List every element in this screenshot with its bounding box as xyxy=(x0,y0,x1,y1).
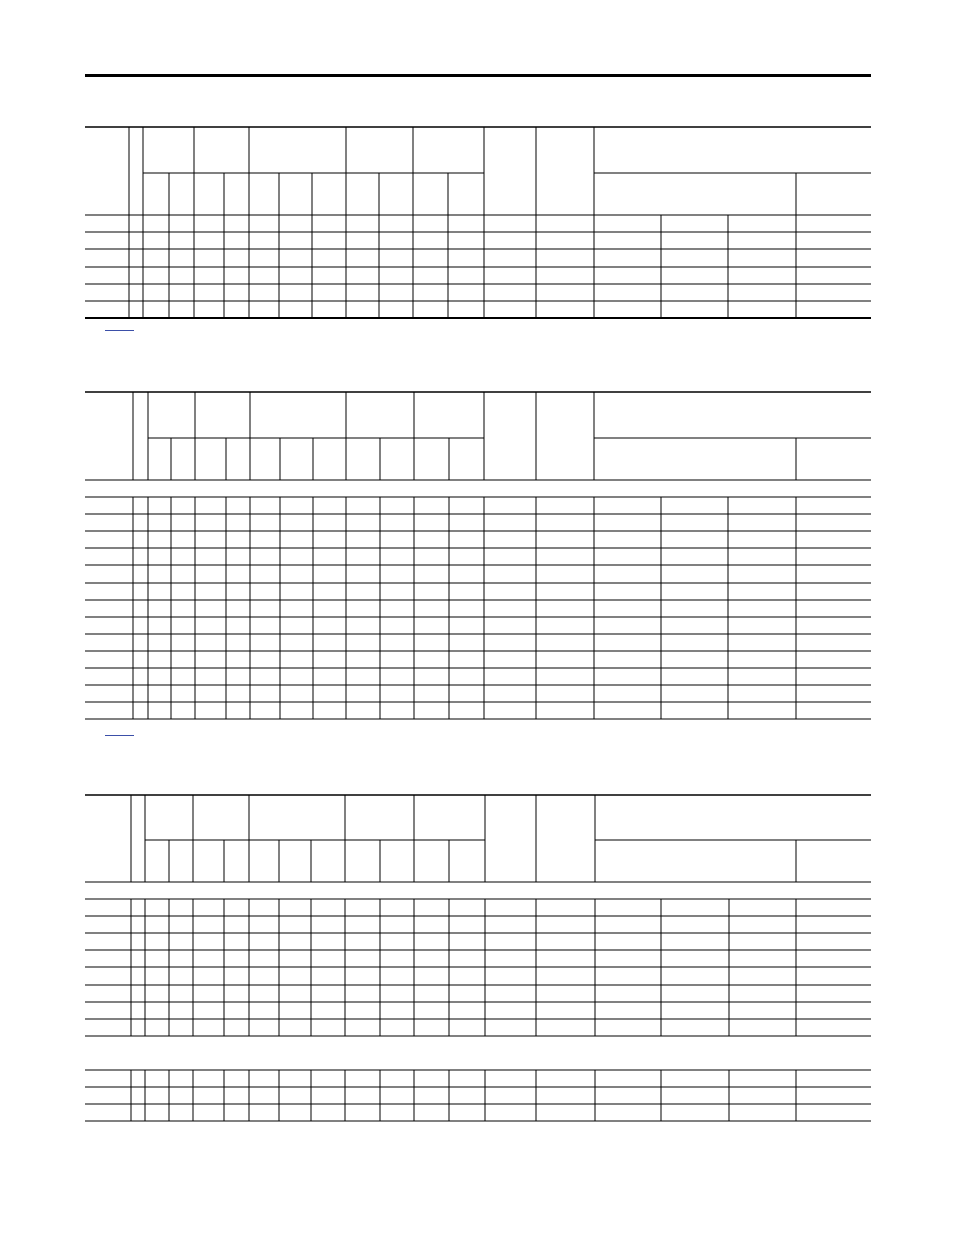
table-2 xyxy=(85,392,871,719)
table-3 xyxy=(85,795,871,1121)
footnote-link-2[interactable] xyxy=(105,735,134,736)
footnote-link-1[interactable] xyxy=(105,330,134,331)
table-1 xyxy=(85,127,871,318)
